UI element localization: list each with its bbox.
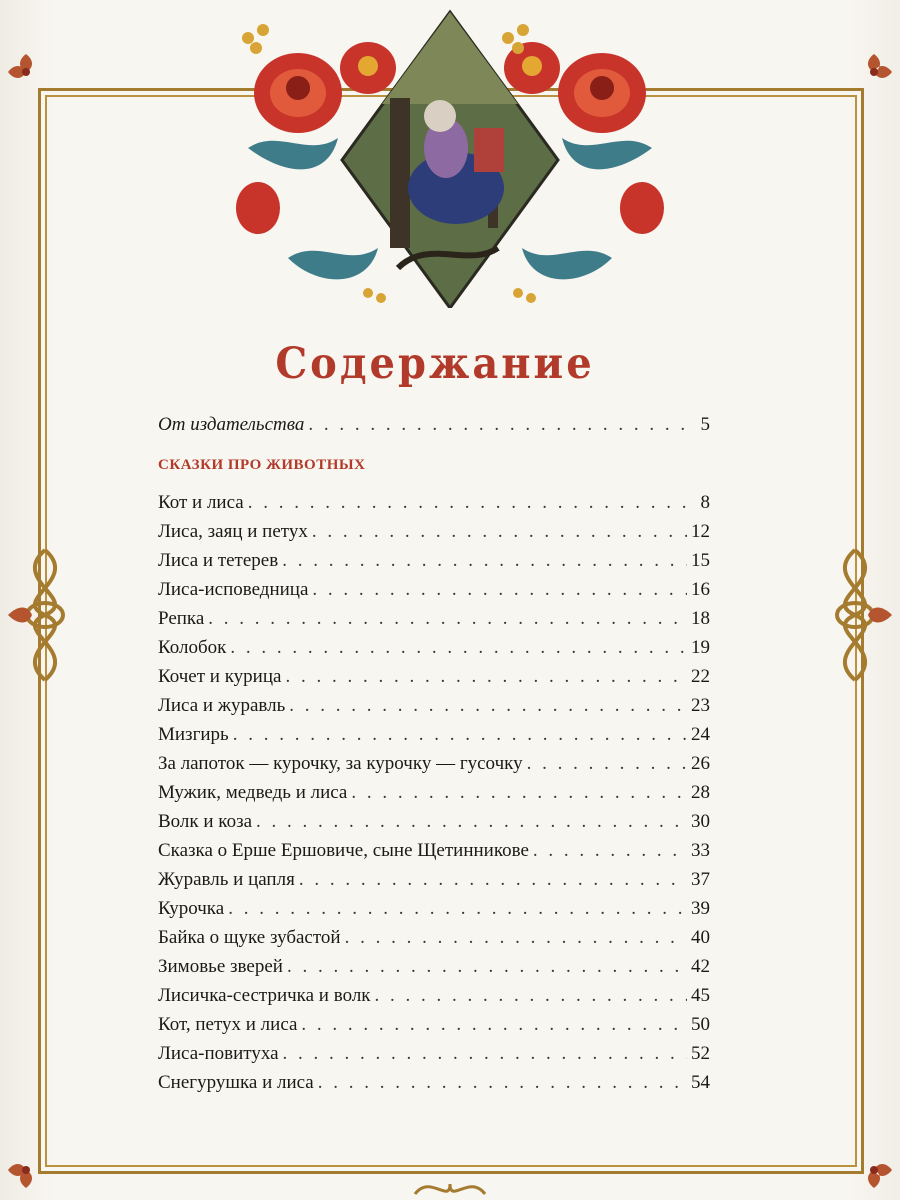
toc-entry-label: Зимовье зверей	[158, 956, 283, 977]
toc-entry-page: 28	[691, 782, 710, 803]
toc-entry-page: 42	[691, 956, 710, 977]
illustration-old-woman-icon	[218, 8, 682, 308]
toc-entry-page: 50	[691, 1014, 710, 1035]
toc-entry-page: 33	[691, 840, 710, 861]
toc-entry-label: Мужик, медведь и лиса	[158, 782, 348, 803]
toc-entry[interactable]	[158, 517, 710, 546]
toc-entry-label: Курочка	[158, 898, 225, 919]
toc-entry[interactable]	[158, 662, 710, 691]
toc-entry-page: 52	[691, 1043, 710, 1064]
toc-entry-label: Лиса и журавль	[158, 695, 286, 716]
toc-entry[interactable]	[158, 720, 710, 749]
toc-entry[interactable]	[158, 575, 710, 604]
toc-entry-label: Байка о щуке зубастой	[158, 927, 341, 948]
toc-entry-page: 16	[691, 579, 710, 600]
celtic-knot-icon	[810, 540, 900, 690]
corner-ornament-icon	[4, 1148, 48, 1192]
toc-entry[interactable]	[158, 952, 710, 981]
toc-entry[interactable]	[158, 633, 710, 662]
toc-entry-label: Кот, петух и лиса	[158, 1014, 298, 1035]
toc-entry[interactable]	[158, 1068, 710, 1097]
toc-entry-page: 12	[691, 521, 710, 542]
leader-dots	[299, 865, 687, 894]
leader-dots	[285, 662, 687, 691]
toc-entry-label: Лисичка-сестричка и волк	[158, 985, 371, 1006]
toc-entry[interactable]	[158, 865, 710, 894]
leader-dots	[283, 1039, 687, 1068]
toc-entry-page: 37	[691, 869, 710, 890]
section-heading: СКАЗКИ ПРО ЖИВОТНЫХ	[158, 457, 366, 473]
leader-dots	[527, 749, 687, 778]
toc-entry-page: 15	[691, 550, 710, 571]
toc-entry[interactable]	[158, 1010, 710, 1039]
leader-dots	[233, 720, 687, 749]
toc-entries-list	[158, 488, 710, 1097]
leader-dots	[345, 923, 687, 952]
toc-entry-label: Лиса-повитуха	[158, 1043, 279, 1064]
toc-entry-label: Сказка о Ерше Ершовиче, сыне Щетинникове	[158, 840, 529, 861]
toc-entry[interactable]	[158, 894, 710, 923]
toc-entry-label: Лиса, заяц и петух	[158, 521, 308, 542]
toc-entry[interactable]	[158, 778, 710, 807]
toc-entry-label: За лапоток — курочку, за курочку — гусочку	[158, 753, 523, 774]
toc-entry[interactable]	[158, 981, 710, 1010]
toc-entry-label: Волк и коза	[158, 811, 253, 832]
toc-entry-page: 30	[691, 811, 710, 832]
toc-entry-label: От издательства	[158, 414, 305, 435]
toc-entry-page: 24	[691, 724, 710, 745]
leader-dots	[308, 408, 696, 442]
toc-entry[interactable]	[158, 488, 710, 517]
toc-entry-page: 19	[691, 637, 710, 658]
leader-dots	[375, 981, 687, 1010]
leader-dots	[301, 1010, 687, 1039]
toc-entry-page: 40	[691, 927, 710, 948]
toc-entry-label: Лиса и тетерев	[158, 550, 279, 571]
corner-ornament-icon	[4, 50, 48, 94]
toc-entry-page: 39	[691, 898, 710, 919]
toc-entry-label: Репка	[158, 608, 205, 629]
toc-entry-page: 23	[691, 695, 710, 716]
toc-entry-page: 45	[691, 985, 710, 1006]
toc-entry[interactable]	[158, 923, 710, 952]
leader-dots	[289, 691, 687, 720]
leader-dots	[230, 633, 687, 662]
leader-dots	[282, 546, 687, 575]
leader-dots	[228, 894, 687, 923]
toc-entry-page: 54	[691, 1072, 710, 1093]
leader-dots	[208, 604, 687, 633]
leader-dots	[318, 1068, 687, 1097]
leader-dots	[312, 575, 687, 604]
toc-entry[interactable]	[158, 604, 710, 633]
toc-entry-page: 18	[691, 608, 710, 629]
toc-entry-page: 8	[700, 492, 710, 513]
bottom-knot-icon	[410, 1174, 490, 1200]
leader-dots	[256, 807, 687, 836]
page-title: Содержание	[275, 338, 595, 389]
corner-ornament-icon	[852, 50, 896, 94]
toc-entry[interactable]	[158, 749, 710, 778]
toc-entry-page: 5	[700, 414, 710, 435]
toc-entry-label: Мизгирь	[158, 724, 229, 745]
toc-entry-label: Лиса-исповедница	[158, 579, 309, 600]
leader-dots	[248, 488, 697, 517]
celtic-knot-icon	[0, 540, 90, 690]
toc-entry-page: 26	[691, 753, 710, 774]
toc-entry-label: Кочет и курица	[158, 666, 282, 687]
table-of-contents	[158, 408, 710, 1097]
toc-entry-label: Снегурушка и лиса	[158, 1072, 314, 1093]
toc-entry[interactable]	[158, 691, 710, 720]
toc-entry[interactable]	[158, 1039, 710, 1068]
toc-entry-intro[interactable]	[158, 408, 710, 442]
toc-entry-label: Колобок	[158, 637, 227, 658]
leader-dots	[287, 952, 687, 981]
leader-dots	[351, 778, 687, 807]
toc-entry[interactable]	[158, 546, 710, 575]
toc-entry-page: 22	[691, 666, 710, 687]
toc-entry[interactable]	[158, 836, 710, 865]
toc-entry-label: Кот и лиса	[158, 492, 244, 513]
corner-ornament-icon	[852, 1148, 896, 1192]
toc-entry[interactable]	[158, 807, 710, 836]
leader-dots	[312, 517, 687, 546]
leader-dots	[533, 836, 687, 865]
toc-entry-label: Журавль и цапля	[158, 869, 295, 890]
